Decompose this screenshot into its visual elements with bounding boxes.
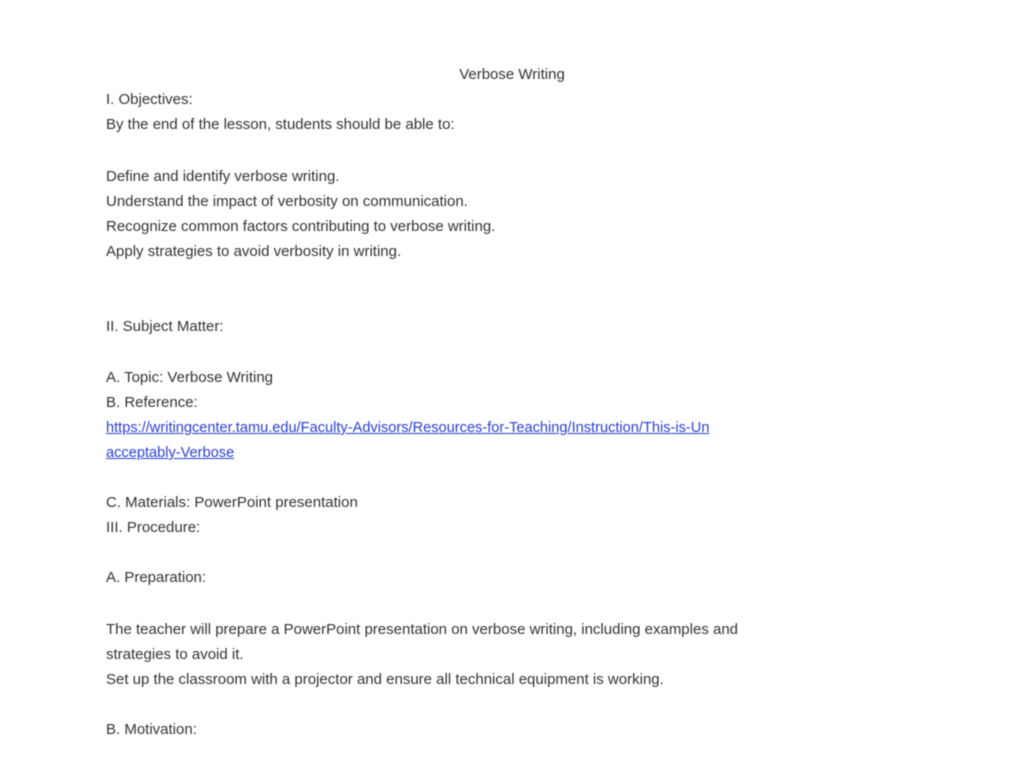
objectives-intro: By the end of the lesson, students should be able to:: [106, 116, 455, 133]
preparation-text: Set up the classroom with a projector and ensure all technical equipment is working.: [106, 671, 664, 688]
objective-item: Apply strategies to avoid verbosity in writing.: [106, 243, 402, 260]
procedure-heading: III. Procedure:: [106, 519, 201, 536]
motivation-heading: B. Motivation:: [106, 721, 197, 738]
document-title: Verbose Writing: [459, 66, 565, 83]
reference-link[interactable]: https://writingcenter.tamu.edu/Faculty-Advisors/Resources-for-Teaching/Instruction/This-is-Un: [106, 420, 710, 436]
preparation-heading: A. Preparation:: [106, 569, 207, 586]
objective-item: Define and identify verbose writing.: [106, 168, 340, 185]
objective-item: Understand the impact of verbosity on communication.: [106, 193, 468, 210]
objectives-heading: I. Objectives:: [106, 91, 193, 108]
preparation-text: The teacher will prepare a PowerPoint presentation on verbose writing, including examples and: [106, 621, 739, 638]
preparation-text: strategies to avoid it.: [106, 646, 244, 663]
reference-label: B. Reference:: [106, 394, 198, 411]
objective-item: Recognize common factors contributing to verbose writing.: [106, 218, 496, 235]
topic-line: A. Topic: Verbose Writing: [106, 369, 274, 386]
materials-line: C. Materials: PowerPoint presentation: [106, 494, 358, 511]
reference-link-continued[interactable]: acceptably-Verbose: [106, 445, 235, 461]
subject-matter-heading: II. Subject Matter:: [106, 318, 224, 335]
